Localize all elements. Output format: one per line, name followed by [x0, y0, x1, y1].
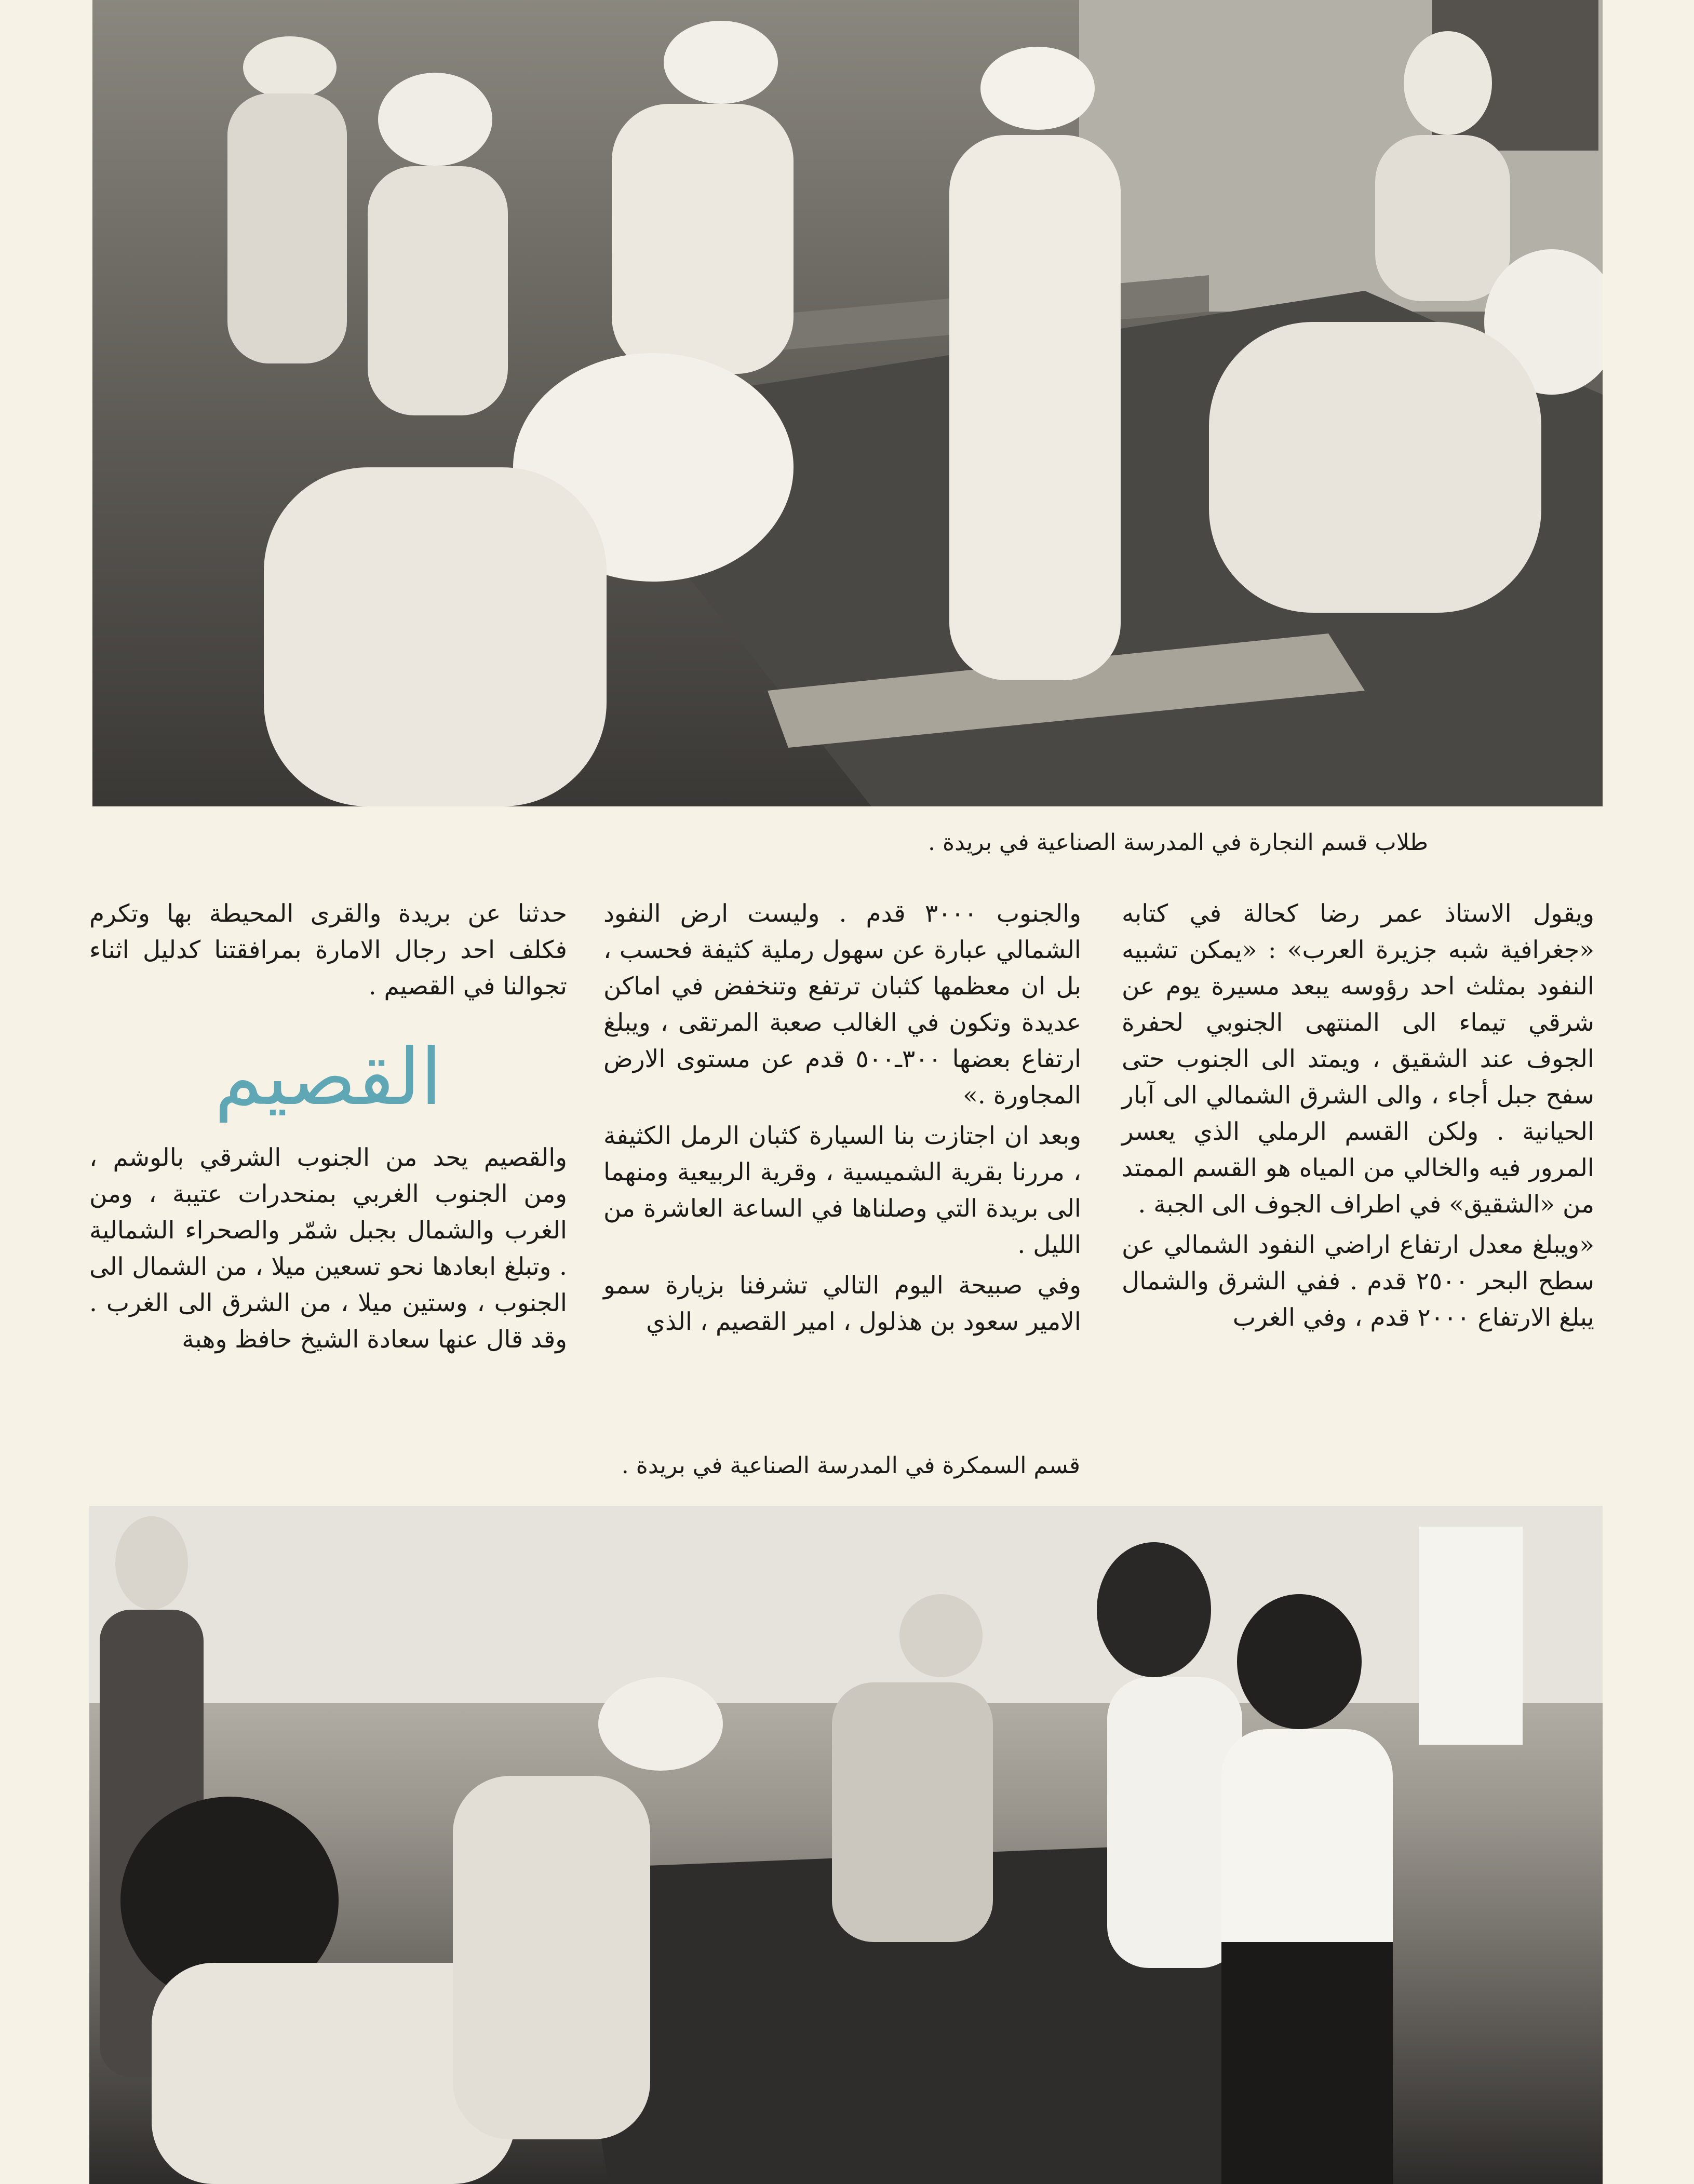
article-column-left [89, 896, 567, 1362]
sheet-metal-photo-graphic [89, 1506, 1603, 2184]
article-paragraph: وبعد ان اجتازت بنا السيارة كثبان الرمل الكثيفة ، مررنا بقرية الشميسية ، وقرية الربيعية ومنهما الى بريدة التي وصلناها في الساعة العاشرة من الليل . [603, 1122, 1081, 1259]
bottom-photo-caption: قسم السمكرة في المدرسة الصناعية في بريدة . [621, 1452, 1080, 1479]
article-column-middle [603, 896, 1081, 1344]
article-column-right [1122, 896, 1594, 1340]
article-paragraph: وفي صبيحة اليوم التالي تشرفنا بزيارة سمو الامير سعود بن هذلول ، امير القصيم ، الذي [603, 1271, 1081, 1336]
section-heading-qassim: القصيم [214, 1032, 442, 1123]
carpentry-workshop-photo [92, 0, 1603, 806]
article-paragraph: والجنوب ٣٠٠٠ قدم . وليست ارض النفود الشمالي عبارة عن سهول رملية كثيفة فحسب ، بل ان معظمها كثبان ترتفع وتنخفض في اماكن عديدة وتكون في الغالب صعبة المرتقى ، ويبلغ ارتفاع بعضها ٣٠٠ـ٥٠٠ قدم عن مستوى الارض المجاورة .» [603, 899, 1081, 1110]
top-photo-caption: طلاب قسم النجارة في المدرسة الصناعية في بريدة . [928, 829, 1428, 856]
article-paragraph: حدثنا عن بريدة والقرى المحيطة بها وتكرم فكلف احد رجال الامارة بمرافقتنا كدليل اثناء تجوالنا في القصيم . [89, 899, 567, 1001]
article-paragraph: ويقول الاستاذ عمر رضا كحالة في كتابه «جغرافية شبه جزيرة العرب» : «يمكن تشبيه النفود بمثلث احد رؤوسه يبعد مسيرة يوم عن شرقي تيماء الى المنتهى الجنوبي لحفرة الجوف عند الشقيق ، ويمتد الى الجنوب حتى سفح جبل أجاء ، والى الشرق الشمالي الى آبار الحيانية . ولكن القسم الرملي الذي يعسر المرور فيه والخالي من المياه هو القسم الممتد من «الشقيق» في اطراف الجوف الى الجبة . [1122, 899, 1594, 1219]
sheet-metal-workshop-photo [89, 1506, 1603, 2184]
article-paragraph: «ويبلغ معدل ارتفاع اراضي النفود الشمالي عن سطح البحر ٢٥٠٠ قدم . ففي الشرق والشمال يبلغ الارتفاع ٢٠٠٠ قدم ، وفي الغرب [1122, 1231, 1594, 1332]
carpentry-photo-graphic [92, 0, 1603, 806]
article-paragraph: والقصيم يحد من الجنوب الشرقي بالوشم ، ومن الجنوب الغربي بمنحدرات عتيبة ، ومن الغرب والشمال بجبل شمّر والصحراء الشمالية . وتبلغ ابعادها نحو تسعين ميلا ، من الشمال الى الجنوب ، وستين ميلا ، من الشرق الى الغرب . وقد قال عنها سعادة الشيخ حافظ وهبة [89, 1143, 567, 1354]
